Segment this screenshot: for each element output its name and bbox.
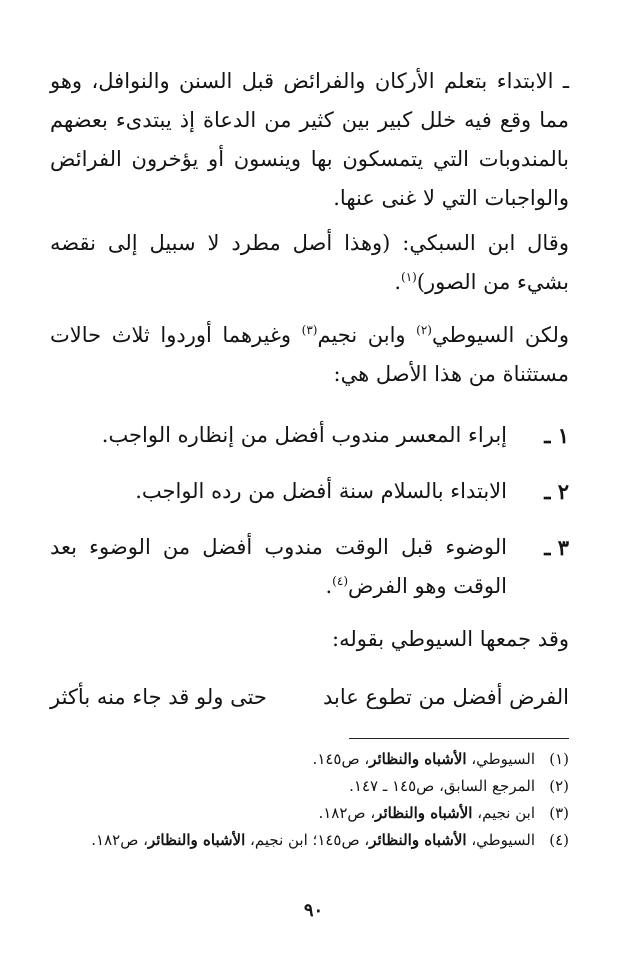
paragraph-2 (50, 224, 569, 302)
footnote-number: (٢) (549, 777, 569, 795)
footnote-text: السيوطي، (466, 750, 535, 768)
footnote-text: ، ص١٨٢. (318, 804, 376, 822)
verse-first-hemistich: الفرض أفضل من تطوع عابد (322, 685, 569, 709)
list-item (50, 416, 569, 455)
list-item-3-text: الوضوء قبل الوقت مندوب أفضل من الوضوء بعد الوقت وهو الفرض (50, 535, 507, 598)
paragraph-2-text: وقال ابن السبكي: (وهذا أصل مطرد لا سبيل إلى نقضه بشيء من الصور) (50, 231, 569, 294)
footnote (50, 746, 569, 773)
list-item-number: ١ ـ (544, 423, 569, 448)
list-item (50, 472, 569, 511)
footnote-book-title: الأشباه والنظائر (369, 831, 467, 849)
paragraph-3-part2: وابن نجيم (317, 323, 417, 347)
footnotes (50, 746, 569, 854)
list-item-number: ٢ ـ (544, 479, 569, 504)
footnote-book-title: الأشباه والنظائر (369, 750, 467, 768)
list-item (50, 528, 569, 606)
verse-second-hemistich: حتى ولو قد جاء منه بأكثر (50, 685, 267, 709)
poem-verse (50, 678, 569, 717)
footnote-text: ، ص١٤٥. (312, 750, 370, 768)
footnote-divider (349, 738, 569, 739)
footnote-text: ابن نجيم، (472, 804, 535, 822)
footnote-ref-3[interactable]: (٣) (301, 323, 318, 337)
footnote (50, 773, 569, 800)
list-item-number: ٣ ـ (544, 535, 569, 560)
footnote-ref-4[interactable]: (٤) (332, 574, 348, 588)
footnote-number: (٣) (549, 804, 569, 822)
list-item-3-end: . (325, 574, 333, 598)
footnote-book-title: الأشباه والنظائر (147, 831, 246, 849)
list-item-text (50, 528, 507, 606)
paragraph-3-part3: وغيرهما أوردوا ثلاث حالات مستثناة من هذا الأصل هي: (50, 323, 569, 386)
footnote-ref-1[interactable]: (١) (401, 270, 417, 284)
paragraph-4: وقد جمعها السيوطي بقوله: (332, 627, 569, 651)
footnote-book-title: الأشباه والنظائر (375, 804, 473, 822)
footnote-text: ، ص١٤٥؛ ابن نجيم، (245, 831, 370, 849)
footnote (50, 827, 569, 854)
paragraph-1: ـ الابتداء بتعلم الأركان والفرائض قبل السنن والنوافل، وهو مما وقع فيه خلل كبير بين كثير من الدعاة إذ يبتدىء بعضهم بالمندوبات التي يتمسكون بها وينسون أو يؤخرون الفرائض والواجبات التي لا غنى عنها. (50, 69, 569, 210)
footnote-ref-2[interactable]: (٢) (416, 323, 432, 337)
footnote-number: (١) (549, 750, 569, 768)
footnote-text: ، ص١٨٢. (91, 831, 148, 849)
footnote-text: السيوطي، (466, 831, 535, 849)
paragraph-2-end: . (394, 270, 401, 294)
paragraph-3-part1: ولكن السيوطي (431, 323, 570, 347)
page-number: ٩٠ (303, 900, 324, 921)
list-item-text: إبراء المعسر مندوب أفضل من إنظاره الواجب. (101, 423, 507, 447)
paragraph-3 (50, 316, 569, 394)
footnote-number: (٤) (549, 831, 569, 849)
list-item-text: الابتداء بالسلام سنة أفضل من رده الواجب. (135, 479, 507, 503)
footnote (50, 800, 569, 827)
footnote-text: المرجع السابق، ص١٤٥ ـ ١٤٧. (349, 777, 535, 795)
